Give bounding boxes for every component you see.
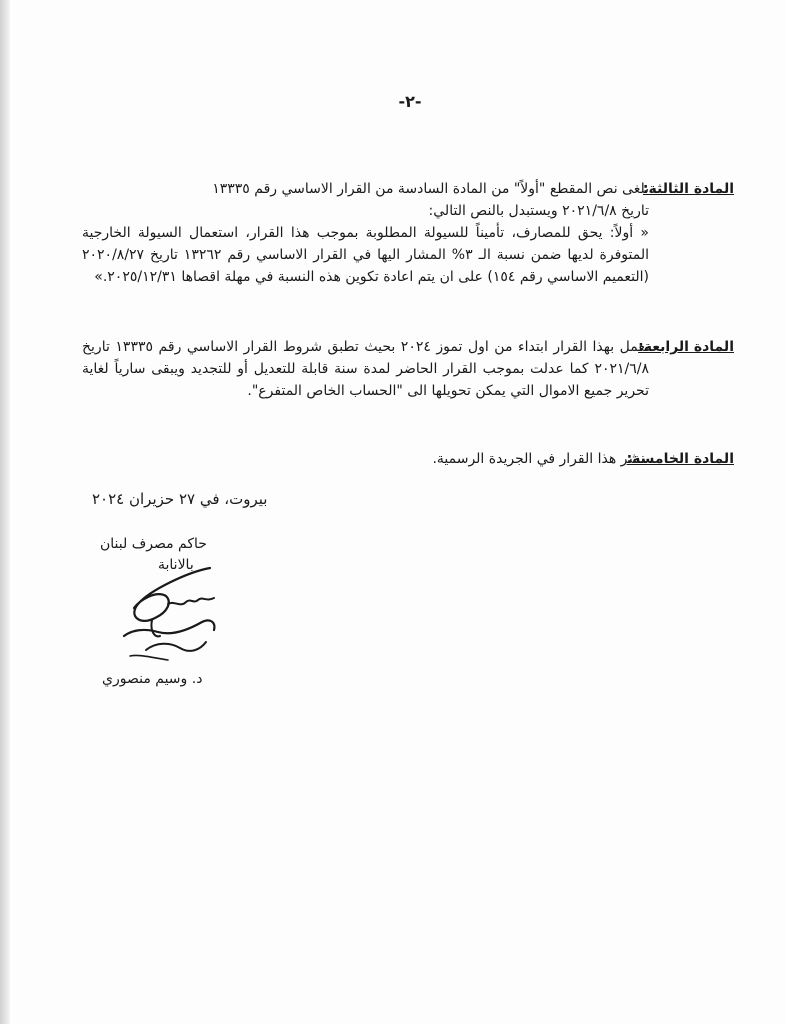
article-three-body [82,178,649,288]
article-five-text: ينشر هذا القرار في الجريدة الرسمية. [432,451,649,467]
article-three-label: المادة الثالثة: [642,181,734,197]
article-four [82,336,734,402]
article-four-text: يعمل بهذا القرار ابتداء من اول تموز ٢٠٢٤ بحيث تطبق شروط القرار الاساسي رقم ١٣٣٣٥ تاريخ ٢٠٢١/٦/٨ كما عدلت بموجب القرار الحاضر لمدة سنة قابلة للتعديل أو للتجديد ويبقى سارياً لغاية تحرير جميع الاموال التي يمكن تحويلها الى "الحساب الخاص المتفرع". [82,339,649,399]
article-four-label: المادة الرابعة: [638,339,734,355]
article-five-body [82,448,649,470]
article-three [82,178,734,288]
page-number: -٢- [398,92,422,111]
article-five-label: المادة الخامسة: [626,451,734,467]
article-five [82,448,734,470]
handwritten-signature [110,560,230,670]
signatory-title: حاكم مصرف لبنان [100,536,207,552]
article-three-line-1: يلغى نص المقطع "أولاً" من المادة السادسة من القرار الاساسي رقم ١٣٣٣٥ [212,181,649,197]
acting-label: بالانابة [158,557,194,573]
signatory-name: د. وسيم منصوري [102,671,203,687]
article-three-quote: « أولاً: يحق للمصارف، تأميناً للسيولة المطلوبة بموجب هذا القرار، استعمال السيولة الخارجية المتوفرة لديها ضمن نسبة الـ ٣% المشار اليها في القرار الاساسي رقم ١٣٢٦٢ تاريخ ٢٠٢٠/٨/٢٧ (التعميم الاساسي رقم ١٥٤) على ان يتم اعادة تكوين هذه النسبة في مهلة اقصاها ٢٠٢٥/١٢/٣١.» [82,225,649,285]
page-edge-shadow [0,0,10,1024]
article-four-body [82,336,649,402]
place-date: بيروت، في ٢٧ حزيران ٢٠٢٤ [92,490,268,508]
article-three-line-2: تاريخ ٢٠٢١/٦/٨ ويستبدل بالنص التالي: [428,203,649,219]
